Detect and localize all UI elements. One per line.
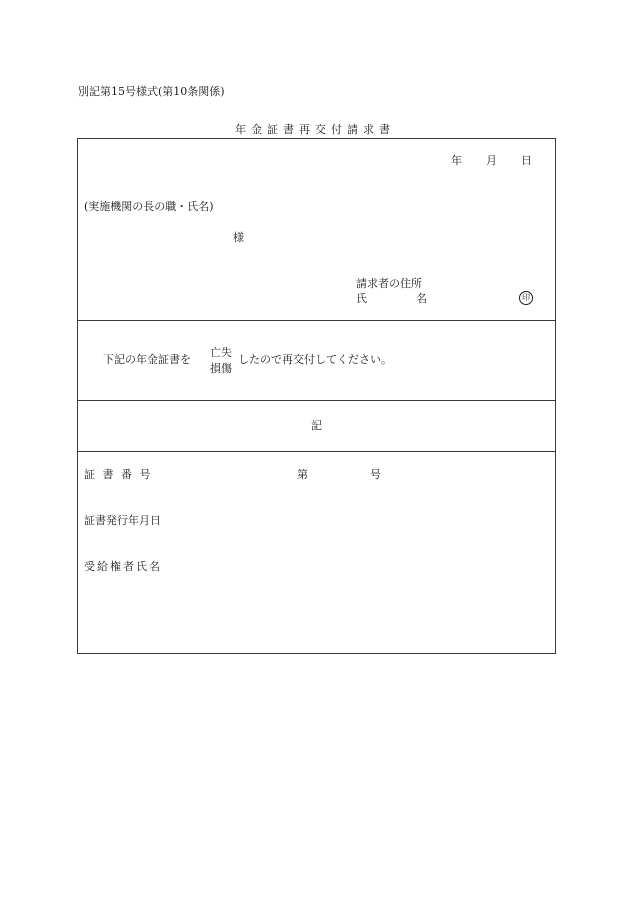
document-title: 年金証書再交付請求書	[235, 123, 395, 136]
request-form	[77, 138, 556, 654]
seal-icon: 印	[519, 291, 533, 305]
request-suffix: したので再交付してください。	[238, 353, 392, 366]
addressee-label: (実施機関の長の職・氏名)	[84, 200, 214, 213]
certificate-number-label: 証 書 番 号	[84, 468, 153, 481]
applicant-address-label: 請求者の住所	[356, 277, 422, 290]
issue-date-label: 証書発行年月日	[84, 514, 161, 527]
certificate-number-go: 号	[370, 468, 381, 481]
certificate-number-dai: 第	[297, 468, 308, 481]
divider-2	[78, 400, 555, 401]
option-damaged: 損傷	[210, 362, 232, 375]
ki-heading: 記	[311, 419, 322, 432]
option-lost: 亡失	[210, 346, 232, 359]
recipient-name-label: 受給権者氏名	[84, 560, 162, 573]
honorific-sama: 様	[233, 231, 244, 244]
date-year-label: 年	[451, 154, 462, 167]
form-number-note: 別記第15号様式(第10条関係)	[78, 85, 225, 98]
request-prefix: 下記の年金証書を	[103, 353, 191, 366]
applicant-name-label-1: 氏	[356, 292, 367, 305]
divider-3	[78, 451, 555, 452]
date-month-label: 月	[486, 154, 497, 167]
divider-1	[78, 320, 555, 321]
seal-mark	[519, 291, 533, 305]
applicant-name-label-2: 名	[416, 292, 427, 305]
date-day-label: 日	[521, 154, 532, 167]
